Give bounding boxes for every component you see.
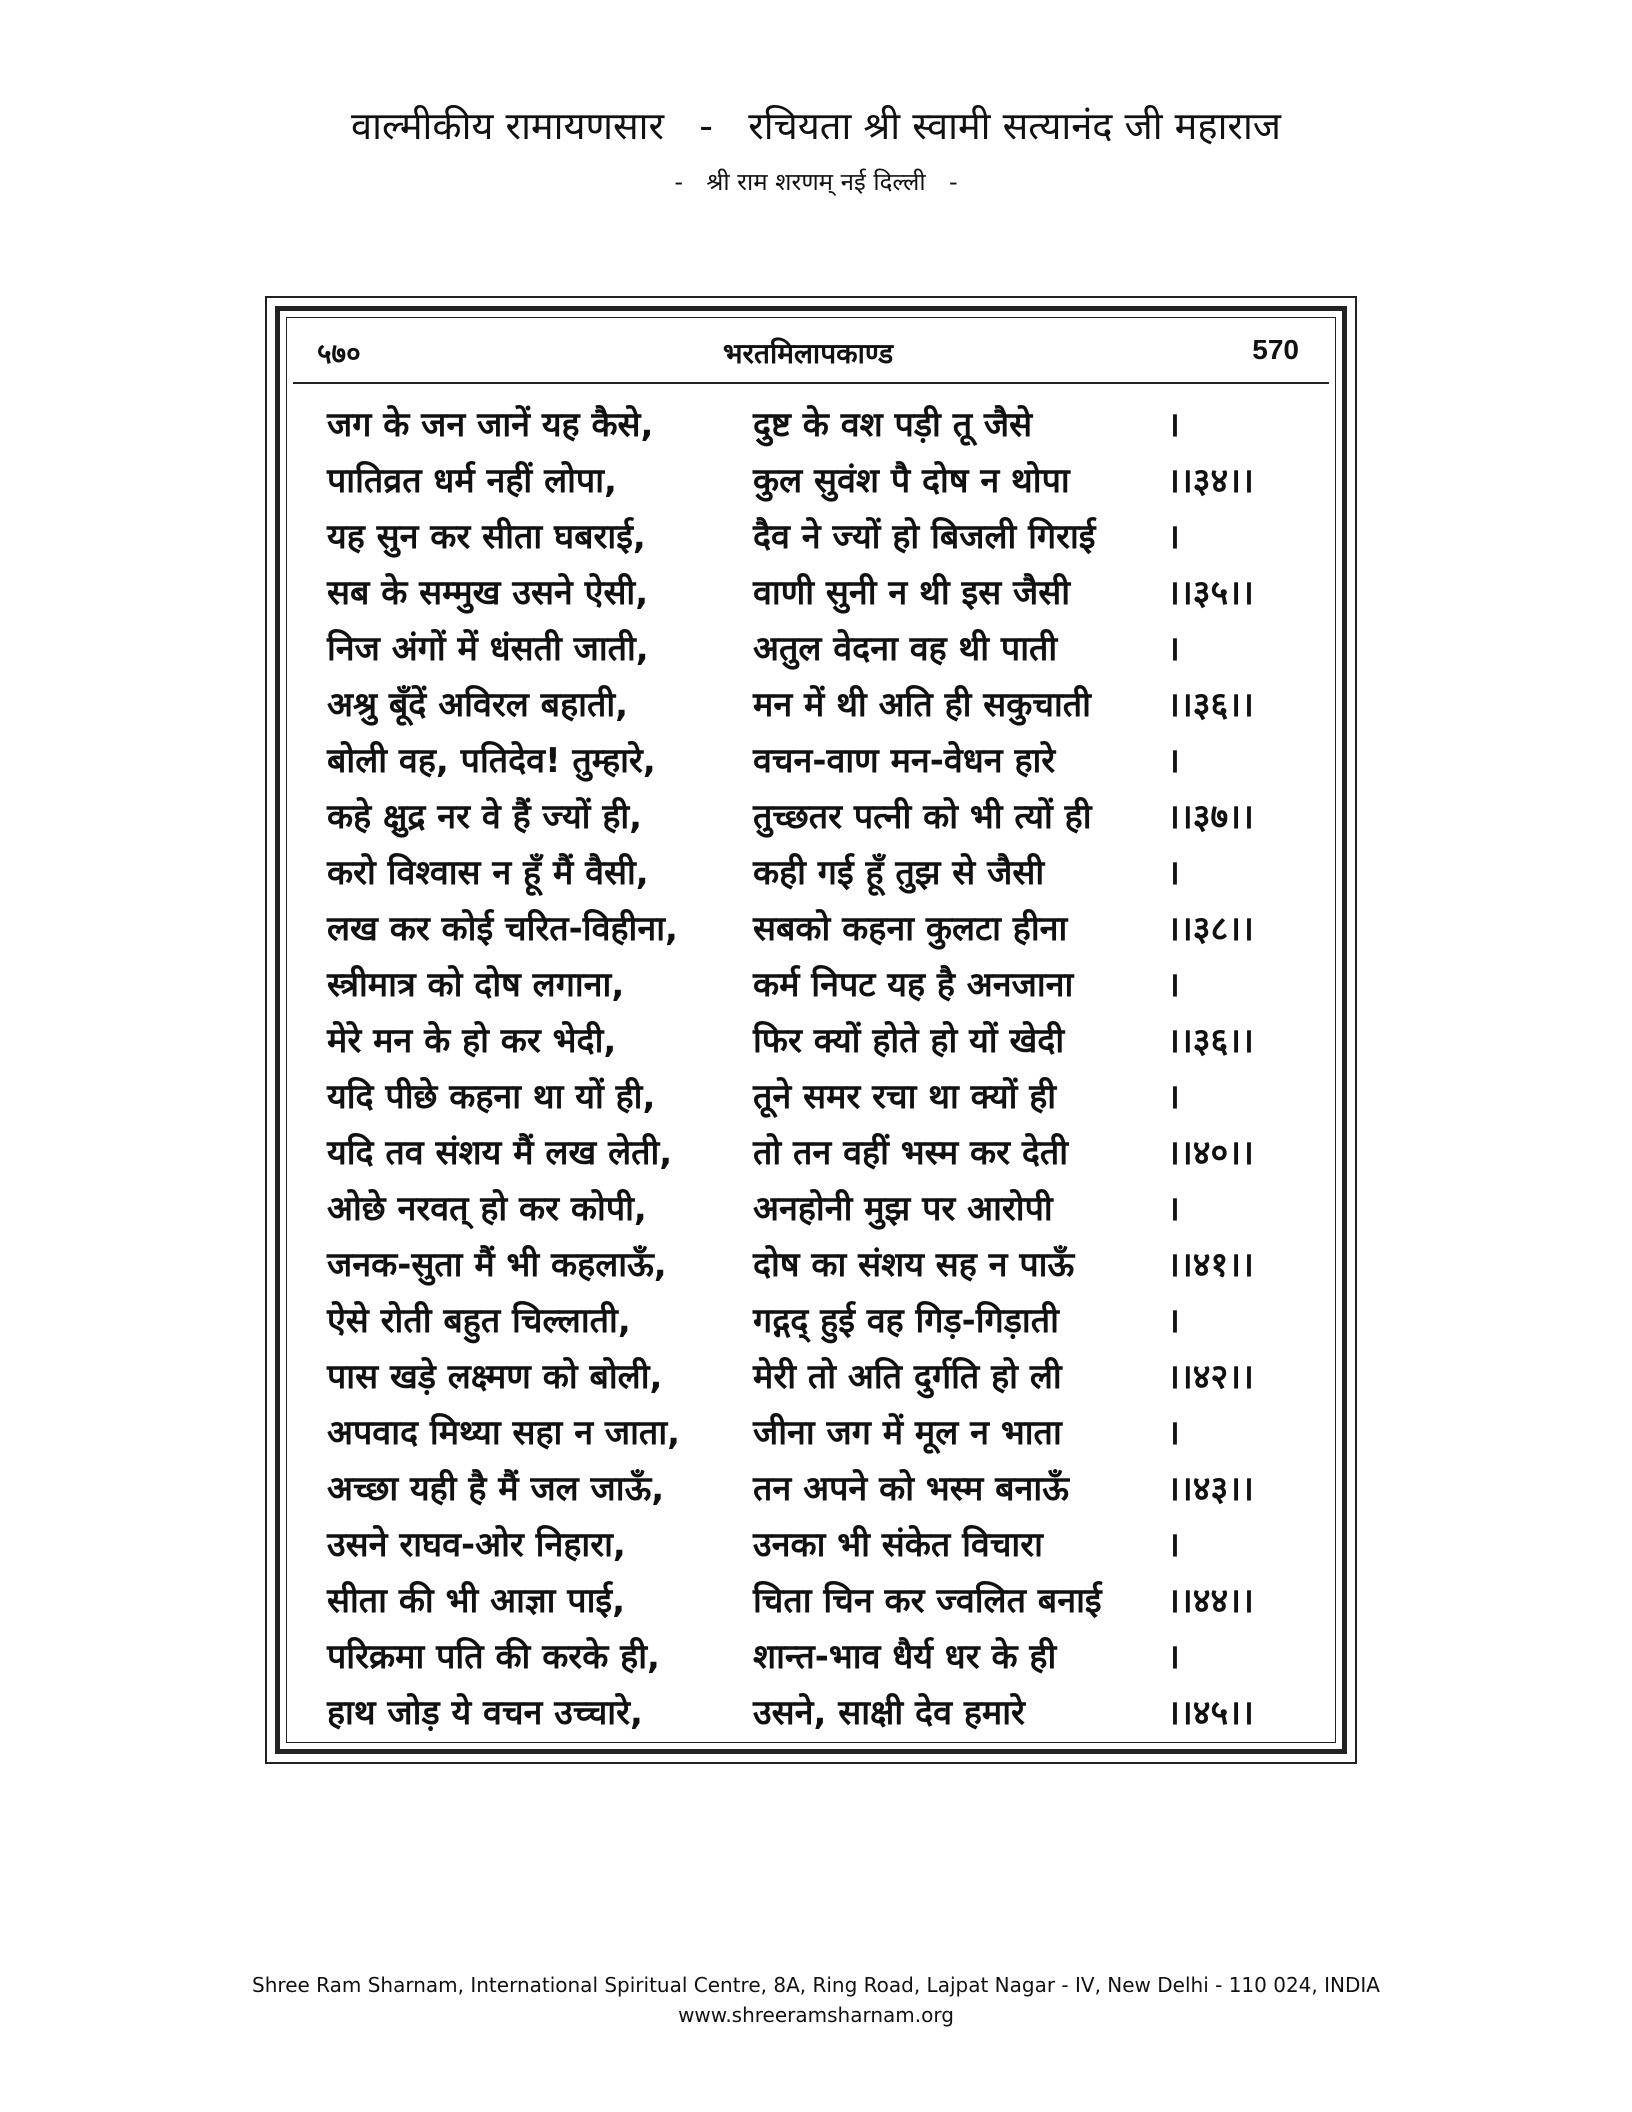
verse-second-half: फिर क्यों होते हो यों खेदी <box>753 1021 1065 1061</box>
verse-second-half: तूने समर रचा था क्यों ही <box>753 1077 1057 1117</box>
verse-second-half: चिता चिन कर ज्वलित बनाई <box>753 1581 1102 1621</box>
verse-line <box>287 562 1335 618</box>
subtitle-dash-left: - <box>674 168 684 196</box>
verse-first-half: लख कर कोई चरित-विहीना, <box>327 909 678 949</box>
verse-second-half: उनका भी संकेत विचारा <box>753 1525 1043 1565</box>
verse-number: ।।३७।। <box>1167 797 1254 837</box>
verse-first-half: मेरे मन के हो कर भेदी, <box>327 1021 617 1061</box>
title-separator: - <box>699 104 714 148</box>
verse-first-half: अपवाद मिथ्या सहा न जाता, <box>327 1413 681 1453</box>
verse-number: ।।३६।। <box>1167 685 1254 725</box>
head-divider <box>293 382 1329 384</box>
verse-second-half: गद्गद् हुई वह गिड़-गिड़ाती <box>753 1301 1059 1341</box>
verse-line <box>287 1066 1335 1122</box>
verse-line <box>287 1234 1335 1290</box>
verse-line <box>287 1346 1335 1402</box>
verse-number: ।।४०।। <box>1167 1133 1254 1173</box>
book-title: वाल्मीकीय रामायणसार <box>350 104 665 148</box>
verse-line <box>287 1122 1335 1178</box>
verse-number: ।।४२।। <box>1167 1357 1254 1397</box>
verse-number: ।।४५।। <box>1167 1693 1254 1733</box>
header-title <box>0 100 1632 152</box>
verse-list <box>287 394 1335 1738</box>
verse-first-half: अच्छा यही है मैं जल जाऊँ, <box>327 1469 665 1509</box>
verse-second-half: मेरी तो अति दुर्गति हो ली <box>753 1357 1062 1397</box>
footer-address: Shree Ram Sharnam, International Spiritual Centre, 8A, Ring Road, Lajpat Nagar - IV, New Delhi - 110 024, INDIA <box>252 1973 1380 1997</box>
verse-first-half: पातिव्रत धर्म नहीं लोपा, <box>327 461 617 501</box>
verse-number: ।।४३।। <box>1167 1469 1254 1509</box>
verse-line <box>287 618 1335 674</box>
verse-second-half: शान्त-भाव धैर्य धर के ही <box>753 1637 1057 1677</box>
verse-number: । <box>1167 965 1180 1005</box>
verse-line <box>287 842 1335 898</box>
verse-first-half: कहे क्षुद्र नर वे हैं ज्यों ही, <box>327 797 643 837</box>
verse-second-half: तुच्छतर पत्नी को भी त्यों ही <box>753 797 1092 837</box>
verse-line <box>287 450 1335 506</box>
verse-second-half: सबको कहना कुलटा हीना <box>753 909 1068 949</box>
verse-second-half: कुल सुवंश पै दोष न थोपा <box>753 461 1070 501</box>
verse-line <box>287 1402 1335 1458</box>
verse-line <box>287 1570 1335 1626</box>
verse-first-half: हाथ जोड़ ये वचन उच्चारे, <box>327 1693 643 1733</box>
verse-number: । <box>1167 853 1180 893</box>
verse-line <box>287 898 1335 954</box>
verse-second-half: जीना जग में मूल न भाता <box>753 1413 1062 1453</box>
footer-website[interactable]: www.shreeramsharnam.org <box>678 2003 954 2027</box>
verse-number: । <box>1167 517 1180 557</box>
verse-second-half: तो तन वहीं भस्म कर देती <box>753 1133 1069 1173</box>
verse-line <box>287 674 1335 730</box>
verse-number: ।।३४।। <box>1167 461 1254 501</box>
verse-second-half: उसने, साक्षी देव हमारे <box>753 1693 1025 1733</box>
verse-line <box>287 1458 1335 1514</box>
verse-number: ।।३५।। <box>1167 573 1254 613</box>
verse-second-half: कही गई हूँ तुझ से जैसी <box>753 853 1045 893</box>
verse-first-half: अश्रु बूँदें अविरल बहाती, <box>327 685 629 725</box>
verse-line <box>287 954 1335 1010</box>
document-footer <box>0 1970 1632 2030</box>
verse-number: । <box>1167 629 1180 669</box>
verse-number: । <box>1167 1301 1180 1341</box>
verse-number: । <box>1167 741 1180 781</box>
verse-number: । <box>1167 1637 1180 1677</box>
verse-first-half: ऐसे रोती बहुत चिल्लाती, <box>327 1301 631 1341</box>
verse-second-half: दुष्ट के वश पड़ी तू जैसे <box>753 405 1033 445</box>
page-frame-rule <box>286 317 1336 1743</box>
verse-first-half: परिक्रमा पति की करके ही, <box>327 1637 660 1677</box>
verse-first-half: जनक-सुता मैं भी कहलाऊँ, <box>327 1245 667 1285</box>
verse-second-half: कर्म निपट यह है अनजाना <box>753 965 1074 1005</box>
verse-number: । <box>1167 1189 1180 1229</box>
verse-line <box>287 730 1335 786</box>
verse-line <box>287 1682 1335 1738</box>
verse-number: ।।३६।। <box>1167 1021 1254 1061</box>
verse-number: । <box>1167 405 1180 445</box>
page-number-devanagari: ५७० <box>317 337 361 370</box>
page-number: 570 <box>1252 334 1299 365</box>
verse-line <box>287 1514 1335 1570</box>
verse-number: । <box>1167 1077 1180 1117</box>
verse-second-half: अतुल वेदना वह थी पाती <box>753 629 1058 669</box>
verse-first-half: यदि पीछे कहना था यों ही, <box>327 1077 656 1117</box>
verse-second-half: मन में थी अति ही सकुचाती <box>753 685 1091 725</box>
verse-first-half: स्त्रीमात्र को दोष लगाना, <box>327 965 625 1005</box>
verse-first-half: निज अंगों में धंसती जाती, <box>327 629 649 669</box>
verse-first-half: उसने राघव-ओर निहारा, <box>327 1525 626 1565</box>
verse-second-half: दैव ने ज्यों हो बिजली गिराई <box>753 517 1096 557</box>
verse-second-half: वचन-वाण मन-वेधन हारे <box>753 741 1056 781</box>
verse-line <box>287 394 1335 450</box>
verse-number: ।।३८।। <box>1167 909 1254 949</box>
verse-first-half: यह सुन कर सीता घबराई, <box>327 517 646 557</box>
header-subtitle <box>0 162 1632 202</box>
verse-line <box>287 1290 1335 1346</box>
verse-number: ।।४१।। <box>1167 1245 1254 1285</box>
verse-first-half: करो विश्वास न हूँ मैं वैसी, <box>327 853 649 893</box>
verse-line <box>287 1010 1335 1066</box>
publisher-line: श्री राम शरणम् नई दिल्ली <box>706 168 926 196</box>
verse-line <box>287 506 1335 562</box>
verse-first-half: बोली वह, पतिदेव! तुम्हारे, <box>327 741 656 781</box>
verse-second-half: दोष का संशय सह न पाऊँ <box>753 1245 1075 1285</box>
verse-second-half: अनहोनी मुझ पर आरोपी <box>753 1189 1053 1229</box>
verse-first-half: जग के जन जानें यह कैसे, <box>327 405 654 445</box>
verse-line <box>287 786 1335 842</box>
subtitle-dash-right: - <box>948 168 958 196</box>
page-head <box>317 334 1299 378</box>
verse-line <box>287 1626 1335 1682</box>
author-line: रचियता श्री स्वामी सत्यानंद जी महाराज <box>748 104 1281 148</box>
verse-first-half: यदि तव संशय मैं लख लेती, <box>327 1133 673 1173</box>
verse-second-half: वाणी सुनी न थी इस जैसी <box>753 573 1071 613</box>
kanda-title: भरतमिलापकाण्ड <box>722 337 894 370</box>
page-frame <box>265 296 1357 1764</box>
document-header <box>0 100 1632 202</box>
verse-first-half: पास खड़े लक्ष्मण को बोली, <box>327 1357 663 1397</box>
verse-first-half: सीता की भी आज्ञा पाई, <box>327 1581 626 1621</box>
verse-number: । <box>1167 1413 1180 1453</box>
verse-number: ।।४४।। <box>1167 1581 1254 1621</box>
verse-first-half: ओछे नरवत् हो कर कोपी, <box>327 1189 647 1229</box>
verse-first-half: सब के सम्मुख उसने ऐसी, <box>327 573 649 613</box>
verse-line <box>287 1178 1335 1234</box>
page-frame-inner <box>275 306 1347 1754</box>
verse-second-half: तन अपने को भस्म बनाऊँ <box>753 1469 1069 1509</box>
verse-number: । <box>1167 1525 1180 1565</box>
